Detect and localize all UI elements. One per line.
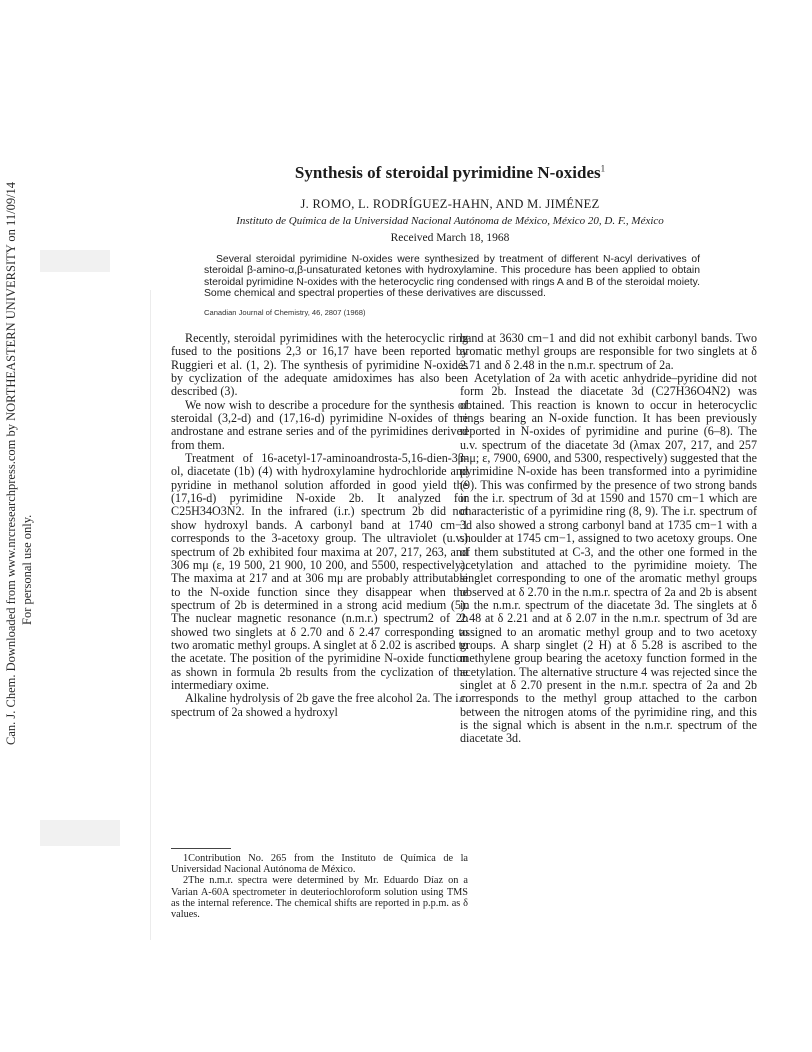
received-date: Received March 18, 1968 [390,232,510,244]
body-column-right [460,332,757,746]
paragraph: Treatment of 16-acetyl-17-aminoandrosta-5,16-dien-3β-ol, diacetate (1b) (4) with hydroxylamine hydrochloride and pyridine in methanol solution afforded in good yield the (17,16-d) pyrimidine N-oxide 2b. It analyzed for C25H34O3N2. In the infrared (i.r.) spectrum 2b did not show hydroxyl bands. A carbonyl band at 1740 cm−1 corresponds to the 3-acetoxy group. The ultraviolet (u.v.) spectrum of 2b exhibited four maxima at 207, 217, 263, and 306 mμ (ε, 19 500, 21 900, 10 200, and 5500, respectively). The maxima at 217 and at 306 mμ are probably attributable to the N-oxide function since they disappear when the spectrum of 2b is determined in a strong acid medium (5). The nuclear magnetic resonance (n.m.r.) spectrum2 of 2b showed two singlets at δ 2.70 and δ 2.47 corresponding to two aromatic methyl groups. A singlet at δ 2.02 is ascribed to the acetate. The position of the pyrimidine N-oxide function as shown in formula 2b results from the cyclization of the intermediary oxime. [171,451,468,692]
footnote-rule [171,848,231,849]
footnotes [171,853,468,920]
scan-smudge [40,820,120,846]
paragraph: Alkaline hydrolysis of 2b gave the free alcohol 2a. The i.r. spectrum of 2a showed a hydroxyl [171,691,468,719]
journal-citation: Canadian Journal of Chemistry, 46, 2807 (1968) [204,308,366,317]
paragraph: Acetylation of 2a with acetic anhydride–pyridine did not form 2b. Instead the diacetate 3d (C27H36O4N2) was obtained. This reaction is known to occur in heterocyclic rings bearing an N-oxide function. It has been previously reported in N-oxides of pyrimidine and purine (6–8). The u.v. spectrum of the diacetate 3d (λmax 207, 217, and 257 mμ; ε, 7900, 6900, and 5300, respectively) suggested that the pyrimidine N-oxide has been transformed into a pyrimidine (9). This was confirmed by the presence of two strong bands in the i.r. spectrum of 3d at 1590 and 1570 cm−1 which are characteristic of a pyrimidine ring (8, 9). The i.r. spectrum of 3d also showed a strong carbonyl band at 1735 cm−1 with a shoulder at 1745 cm−1, assigned to two acetoxy groups. One of them substituted at C-3, and the other one formed in the acetylation and attached to the pyrimidine moiety. The singlet corresponding to one of the aromatic methyl groups observed at δ 2.70 in the n.m.r. spectra of 2a and 2b is absent in the n.m.r. spectrum of the diacetate 3d. The singlets at δ 2.48 at δ 2.21 and at δ 2.07 in the n.m.r. spectrum of 3d are assigned to an aromatic methyl group and to two acetoxy groups. A sharp singlet (2 H) at δ 5.28 is ascribed to the methylene group bearing the acetoxy function formed in the acetylation. The alternative structure 4 was rejected since the singlet at δ 2.70 present in the n.m.r. spectra of 2a and 2b corresponds to the methyl group attached to the carbon between the nitrogen atoms of the pyrimidine ring, and this is the signal which is absent in the n.m.r. spectrum of the diacetate 3d. [460,371,757,746]
paragraph: Recently, steroidal pyrimidines with the heterocyclic ring fused to the positions 2,3 or 16,17 have been reported by Ruggieri et al. (1, 2). The synthesis of pyrimidine N-oxides by cyclization of the adequate amidoximes has also been described (3). [171,331,468,399]
authors: J. ROMO, L. RODRÍGUEZ-HAHN, AND M. JIMÉNEZ [300,197,600,211]
paper-title: Synthesis of steroidal pyrimidine N-oxides$^1$ [294,163,606,182]
body-column-left [171,332,468,719]
scan-smudge [40,250,110,272]
gutter-line [150,290,151,940]
affiliation: Instituto de Química de la Universidad Nacional Autónoma de México, México 20, D. F., México [236,215,664,227]
download-notice-line2: For personal use only. [20,514,34,625]
paragraph: We now wish to describe a procedure for the synthesis of steroidal (3,2-d) and (17,16-d) pyrimidine N-oxides of the androstane and estrane series and of the pyrimidines derived from them. [171,397,468,452]
paragraph: band at 3630 cm−1 and did not exhibit carbonyl bands. Two aromatic methyl groups are responsible for two singlets at δ 2.71 and δ 2.48 in the n.m.r. spectrum of 2a. [460,331,757,372]
download-notice [2,181,38,745]
download-notice-line1: Can. J. Chem. Downloaded from www.nrcresearchpress.com by NORTHEASTERN UNIVERSITY on 11/09/14 [4,181,18,745]
abstract: Several steroidal pyrimidine N-oxides were synthesized by treatment of different N-acyl derivatives of steroidal β-amino-α,β-unsaturated ketones with hydroxylamine. This procedure has been applied to obtain steroidal pyrimidine N-oxides with the heterocyclic ring condensed with rings A and B of the steroidal moiety. Some chemical and spectral properties of these derivatives are discussed. [204,254,700,300]
footnote: 2The n.m.r. spectra were determined by Mr. Eduardo Díaz on a Varian A-60A spectrometer in deuteriochloroform solution using TMS as the internal reference. The chemical shifts are reported in p.p.m. as δ values. [171,875,468,921]
footnote: 1Contribution No. 265 from the Instituto de Química de la Universidad Nacional Autónoma de México. [171,853,468,876]
